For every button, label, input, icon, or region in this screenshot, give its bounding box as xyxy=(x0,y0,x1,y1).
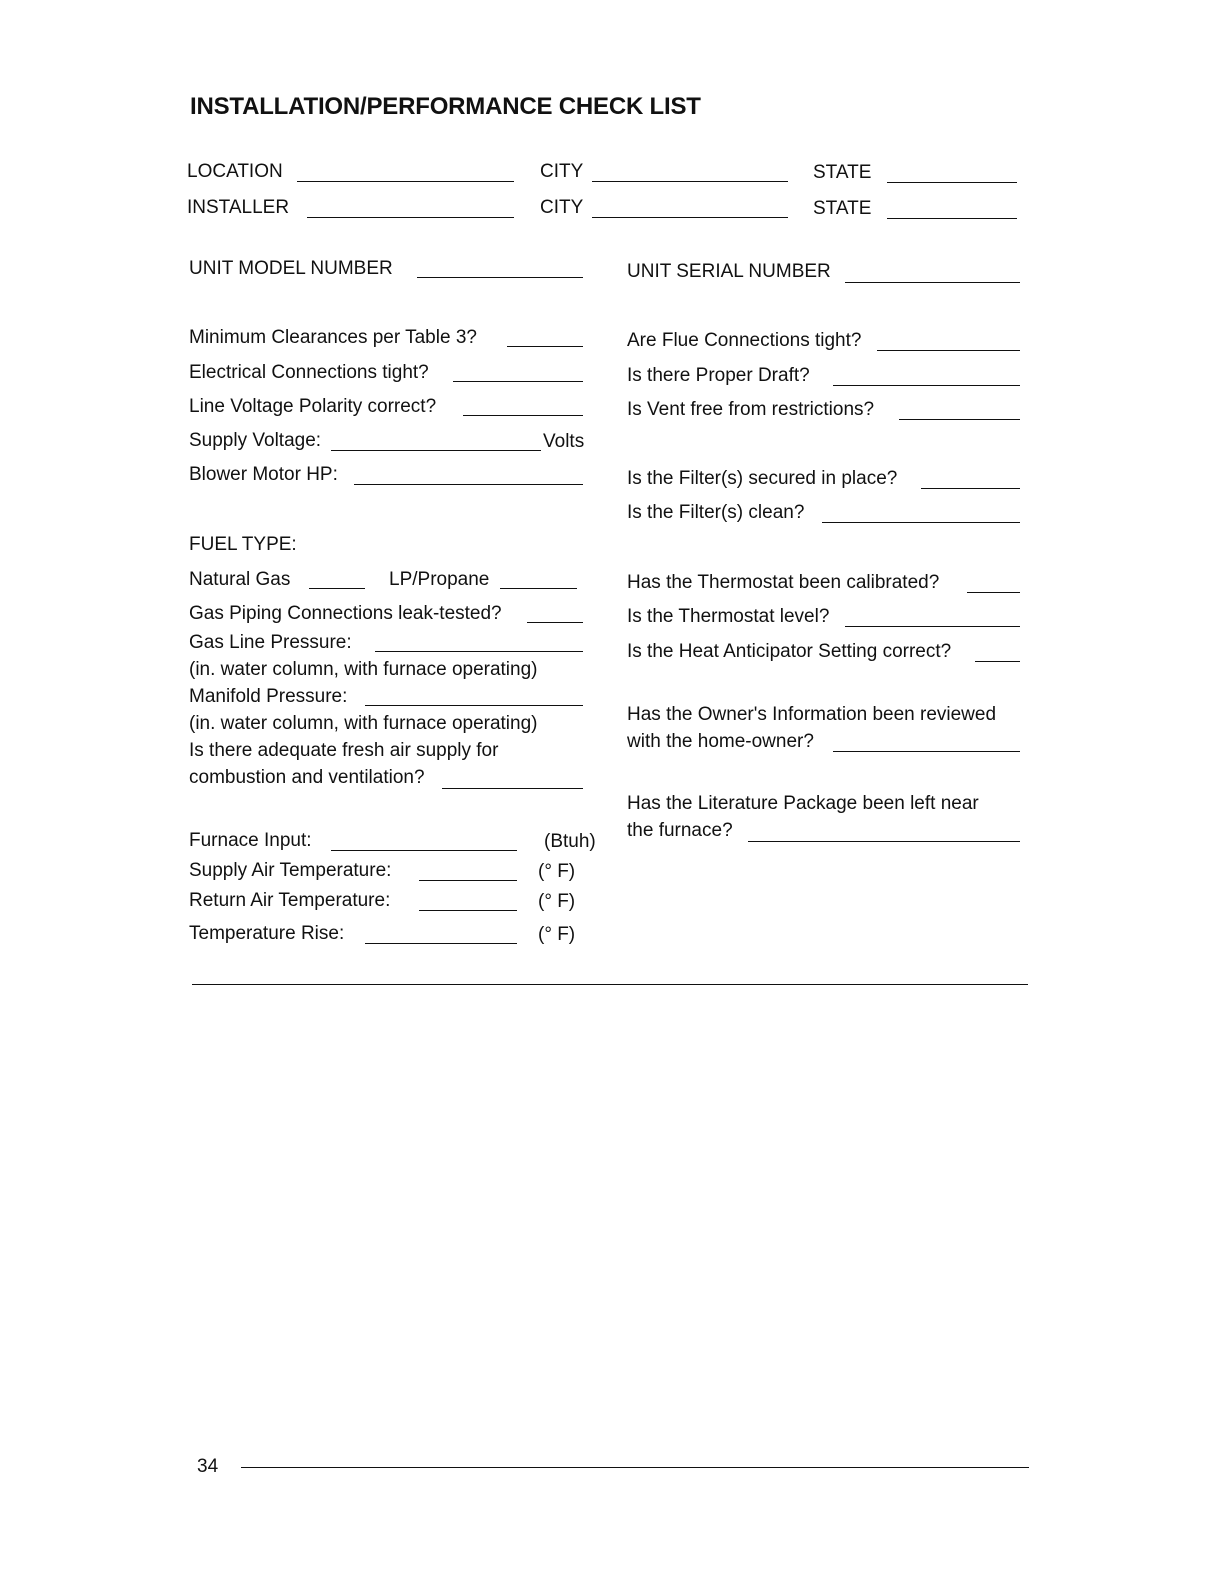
gas-line-pressure-label: Gas Line Pressure: xyxy=(189,632,352,653)
blower-field[interactable] xyxy=(354,484,583,485)
supply-voltage-field[interactable] xyxy=(331,450,541,451)
filter-secured-label: Is the Filter(s) secured in place? xyxy=(627,468,898,489)
page-number: 34 xyxy=(197,1456,219,1477)
city-field-1[interactable] xyxy=(592,181,788,182)
btuh-unit: (Btuh) xyxy=(544,831,596,852)
natural-gas-field[interactable] xyxy=(309,588,365,589)
location-field[interactable] xyxy=(297,181,514,182)
min-clearances-label: Minimum Clearances per Table 3? xyxy=(189,327,477,348)
lp-propane-field[interactable] xyxy=(500,588,577,589)
thermostat-level-field[interactable] xyxy=(845,626,1020,627)
owners-info-label-line2: with the home-owner? xyxy=(627,731,814,752)
temp-rise-field[interactable] xyxy=(365,943,517,944)
page-title: INSTALLATION/PERFORMANCE CHECK LIST xyxy=(190,93,701,120)
state-label-1: STATE xyxy=(813,162,872,183)
line-voltage-label: Line Voltage Polarity correct? xyxy=(189,396,437,417)
city-label-2: CITY xyxy=(540,197,584,218)
fuel-type-heading: FUEL TYPE: xyxy=(189,534,297,555)
vent-field[interactable] xyxy=(899,419,1020,420)
natural-gas-label: Natural Gas xyxy=(189,569,291,590)
draft-label: Is there Proper Draft? xyxy=(627,365,810,386)
filter-secured-field[interactable] xyxy=(921,488,1020,489)
electrical-field[interactable] xyxy=(453,381,583,382)
state-label-2: STATE xyxy=(813,198,872,219)
return-air-label: Return Air Temperature: xyxy=(189,890,391,911)
unit-model-field[interactable] xyxy=(417,277,583,278)
literature-field[interactable] xyxy=(748,841,1020,842)
unit-serial-label: UNIT SERIAL NUMBER xyxy=(627,261,831,282)
filter-clean-field[interactable] xyxy=(822,522,1020,523)
section-divider xyxy=(192,984,1028,985)
gas-piping-field[interactable] xyxy=(527,622,583,623)
draft-field[interactable] xyxy=(833,385,1020,386)
blower-label: Blower Motor HP: xyxy=(189,464,338,485)
thermostat-calibrated-label: Has the Thermostat been calibrated? xyxy=(627,572,940,593)
owners-info-label-line1: Has the Owner's Information been reviewed xyxy=(627,704,997,725)
supply-voltage-label: Supply Voltage: xyxy=(189,430,322,451)
gas-piping-label: Gas Piping Connections leak-tested? xyxy=(189,603,502,624)
location-label: LOCATION xyxy=(187,161,283,182)
deg-f-unit-3: (° F) xyxy=(538,924,576,945)
city-field-2[interactable] xyxy=(592,217,788,218)
heat-anticipator-label: Is the Heat Anticipator Setting correct? xyxy=(627,641,952,662)
manifold-pressure-field[interactable] xyxy=(365,705,583,706)
fresh-air-field[interactable] xyxy=(442,788,583,789)
state-field-2[interactable] xyxy=(887,218,1017,219)
literature-label-line1: Has the Literature Package been left near xyxy=(627,793,979,814)
gas-line-pressure-field[interactable] xyxy=(375,651,583,652)
volts-unit: Volts xyxy=(543,431,585,452)
water-column-note-2: (in. water column, with furnace operating) xyxy=(189,713,538,734)
flue-label: Are Flue Connections tight? xyxy=(627,330,862,351)
electrical-label: Electrical Connections tight? xyxy=(189,362,429,383)
owners-info-field[interactable] xyxy=(833,751,1020,752)
filter-clean-label: Is the Filter(s) clean? xyxy=(627,502,805,523)
vent-label: Is Vent free from restrictions? xyxy=(627,399,875,420)
city-label-1: CITY xyxy=(540,161,584,182)
lp-propane-label: LP/Propane xyxy=(389,569,490,590)
state-field-1[interactable] xyxy=(887,182,1017,183)
furnace-input-field[interactable] xyxy=(331,850,517,851)
installer-label: INSTALLER xyxy=(187,197,290,218)
thermostat-level-label: Is the Thermostat level? xyxy=(627,606,830,627)
unit-serial-field[interactable] xyxy=(845,282,1020,283)
deg-f-unit-2: (° F) xyxy=(538,891,576,912)
line-voltage-field[interactable] xyxy=(463,415,583,416)
flue-field[interactable] xyxy=(877,350,1020,351)
water-column-note-1: (in. water column, with furnace operating) xyxy=(189,659,538,680)
fresh-air-label-line2: combustion and ventilation? xyxy=(189,767,425,788)
installer-field[interactable] xyxy=(307,217,514,218)
footer-rule xyxy=(241,1467,1029,1468)
temp-rise-label: Temperature Rise: xyxy=(189,923,345,944)
furnace-input-label: Furnace Input: xyxy=(189,830,312,851)
supply-air-field[interactable] xyxy=(419,880,517,881)
return-air-field[interactable] xyxy=(419,910,517,911)
manifold-pressure-label: Manifold Pressure: xyxy=(189,686,348,707)
heat-anticipator-field[interactable] xyxy=(975,661,1020,662)
unit-model-label: UNIT MODEL NUMBER xyxy=(189,258,393,279)
literature-label-line2: the furnace? xyxy=(627,820,733,841)
supply-air-label: Supply Air Temperature: xyxy=(189,860,392,881)
deg-f-unit-1: (° F) xyxy=(538,861,576,882)
thermostat-calibrated-field[interactable] xyxy=(967,592,1020,593)
fresh-air-label-line1: Is there adequate fresh air supply for xyxy=(189,740,499,761)
min-clearances-field[interactable] xyxy=(507,346,583,347)
